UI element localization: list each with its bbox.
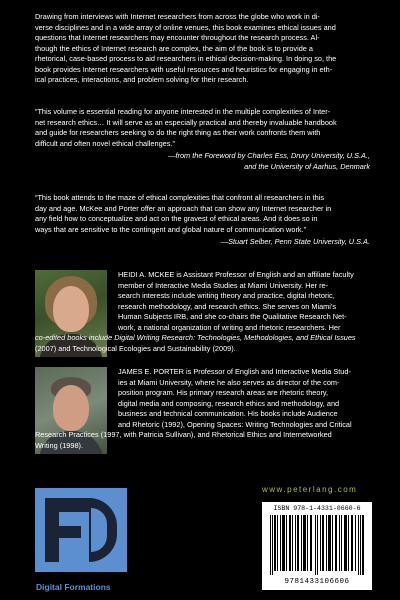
bio-line: digital media and composing, research ethics and methodology, and xyxy=(118,398,340,408)
blurb-line: difficult and often novel ethical challenges.” xyxy=(35,138,175,148)
blurb-line: “This volume is essential reading for anyone interested in the multiple complexities of Inter- xyxy=(35,107,331,116)
blurb-ess-attribution xyxy=(70,151,370,172)
blurb-line: “This book attends to the maze of ethical complexities that confront all researchers in this xyxy=(35,193,324,202)
bio-line: (2007) and Technological Ecologies and Sustainability (2009). xyxy=(35,343,236,353)
blurb-line: and guide for researchers seeking to do the right thing as their work confronts them with xyxy=(35,128,321,137)
bio-line: Human Subjects IRB, and she co-chairs the Qualitative Research Net- xyxy=(118,312,347,321)
bio-line: co-edited books include Digital Writing Research: Technologies, Methodologies, and Ethical Issues xyxy=(35,333,356,342)
description-line: Drawing from interviews with Internet researchers from across the globe who work in di- xyxy=(35,12,320,21)
bio-line: member of Interactive Media Studies at Miami University. Her re- xyxy=(118,280,329,290)
barcode-card xyxy=(262,502,372,590)
description-line: verse disciplines and in a wide array of online venues, this book examines ethical issues and xyxy=(35,22,336,32)
series-name: Digital Formations xyxy=(36,582,111,592)
bio-line: Writing (1998). xyxy=(35,440,84,450)
attribution-line: —from the Foreword by Charles Ess, Drury University, U.S.A., xyxy=(168,151,370,160)
blurb-line: net research ethics… It will serve as an especially practical and thereby invaluable handbook xyxy=(35,117,337,127)
bio-line: business and technical communication. His books include Audience xyxy=(118,409,338,418)
barcode-icon xyxy=(270,515,364,575)
bio-line: work, a national organization of writing and rhetoric researchers. Her xyxy=(118,322,341,332)
description-line: though the ethics of Internet research are complex, the aim of the book is to provide a xyxy=(35,43,313,53)
bio-line: Research Practices (1997, with Patricia Sullivan), and Rhetorical Ethics and Internetworked xyxy=(35,430,332,439)
isbn-label: ISBN 978-1-4331-0660-6 xyxy=(273,505,361,512)
description-line: rhetorical, case-based process to aid researchers in ethical decision-making. In doing so, the xyxy=(35,54,337,63)
bio-line: JAMES E. PORTER is Professor of English and Interactive Media Stud- xyxy=(118,367,351,376)
description-line: book provides Internet researchers with useful resources and heuristics for engaging in eth- xyxy=(35,64,333,74)
blurb-line: ways that are sensitive to the contingent and global nature of communication work.” xyxy=(35,224,307,234)
description-text xyxy=(35,12,370,86)
attribution-line: and the University of Aarhus, Denmark xyxy=(244,161,370,171)
blurb-line: any field how to conceptualize and act on the gravest of ethical areas. And it does so in xyxy=(35,214,318,223)
bio-line: research methodology, and research ethics. She serves on Miami’s xyxy=(118,301,337,311)
author-bio-mckee-continued xyxy=(35,333,370,354)
bio-line: ies at Miami University, where he also serves as director of the com- xyxy=(118,377,340,387)
description-line: ical practices, interactions, and problem solving for their research. xyxy=(35,75,249,84)
publisher-website[interactable]: www.peterlang.com xyxy=(262,485,358,494)
bio-line: and Rhetoric (1992), Opening Spaces: Writing Technologies and Critical xyxy=(118,419,352,429)
bio-line: HEIDI A. MCKEE is Assistant Professor of English and an affiliate faculty xyxy=(118,270,354,279)
bio-line: position program. His primary research areas are rhetoric theory, xyxy=(118,388,329,397)
logo-top-bar xyxy=(59,498,89,512)
author-bio-mckee xyxy=(118,270,370,333)
logo-stem xyxy=(45,498,59,562)
bio-line: search interests include writing theory and practice, digital rhetoric, xyxy=(118,291,335,300)
blurb-selber xyxy=(35,193,370,235)
blurb-ess xyxy=(35,107,370,149)
author-bio-porter xyxy=(118,367,370,430)
attribution-line: —Stuart Selber, Penn State University, U.S.A. xyxy=(220,237,370,246)
digital-formations-logo xyxy=(35,488,127,572)
description-line: questions that Internet researchers may encounter throughout the research process. Al- xyxy=(35,33,320,42)
blurb-line: day and age. McKee and Porter offer an approach that can show any Internet researcher in xyxy=(35,203,332,213)
barcode-number: 9781433106606 xyxy=(284,578,350,586)
author-bio-porter-continued xyxy=(35,430,370,451)
blurb-selber-attribution xyxy=(70,237,370,248)
logo-mid-bar xyxy=(59,526,81,538)
